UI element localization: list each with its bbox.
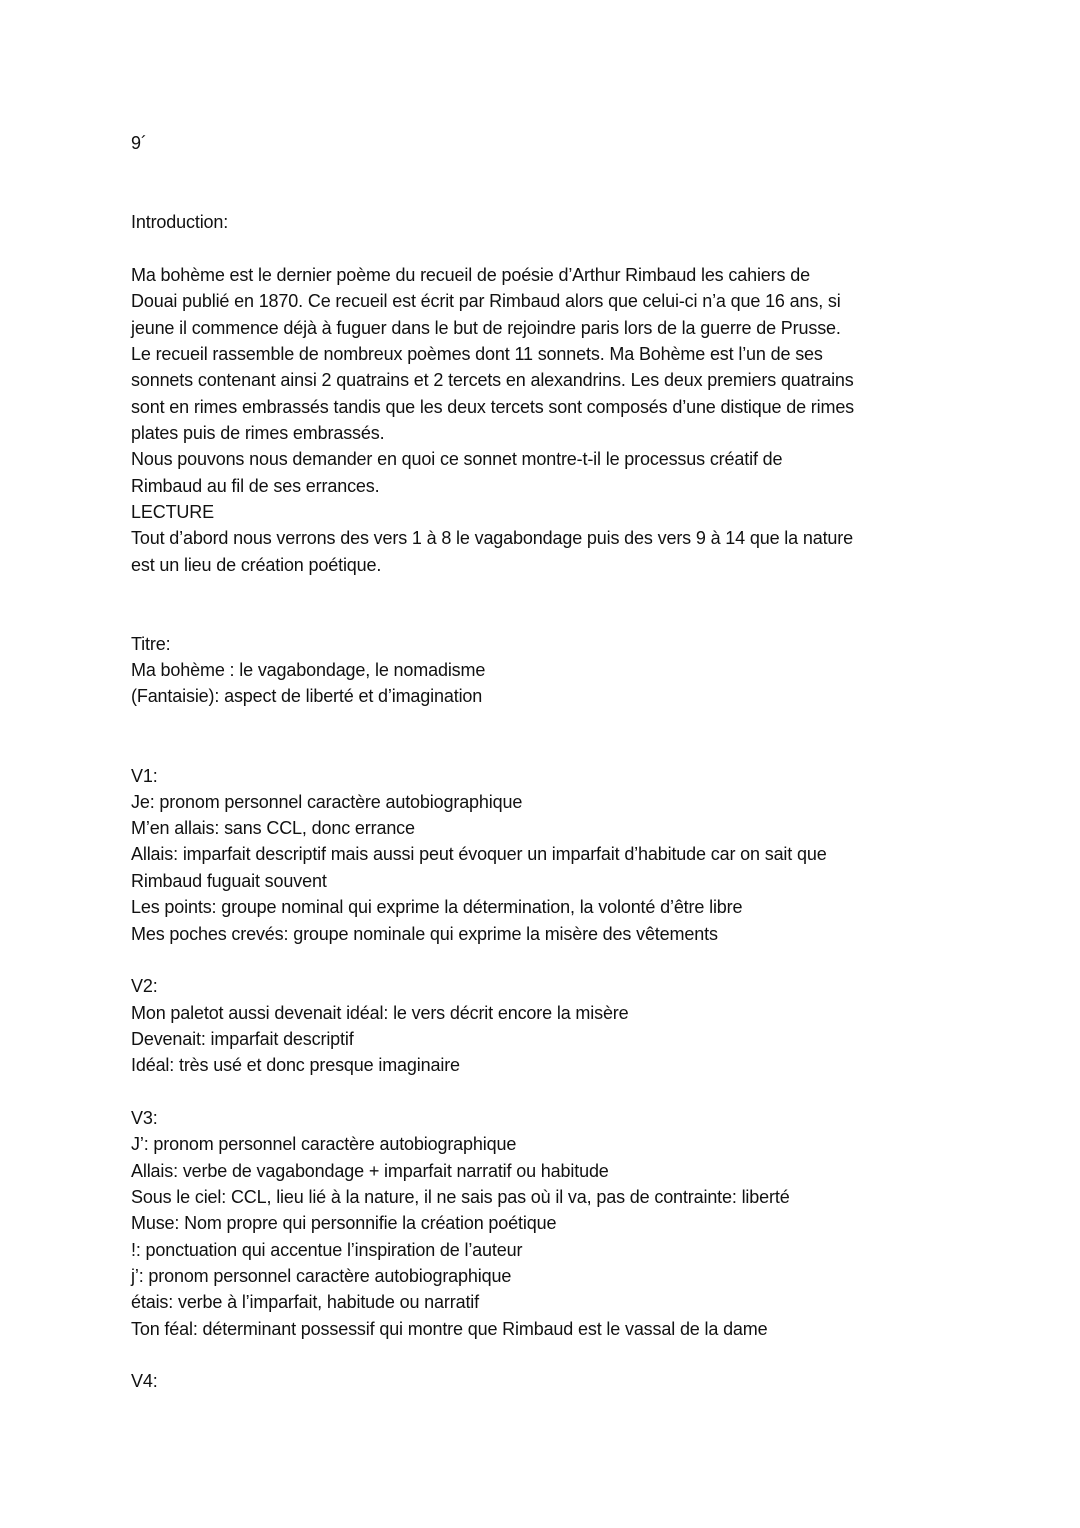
text-line: Mon paletot aussi devenait idéal: le vers décrit encore la misère (131, 1003, 629, 1023)
text-line: Rimbaud fuguait souvent (131, 871, 327, 891)
text-line: étais: verbe à l’imparfait, habitude ou narratif (131, 1292, 479, 1312)
v2-heading: V2: (131, 976, 158, 996)
problematique-line: Nous pouvons nous demander en quoi ce sonnet montre-t-il le processus créatif de (131, 449, 783, 469)
text-line: Ma bohème : le vagabondage, le nomadisme (131, 660, 486, 680)
text-line: Mes poches crevés: groupe nominale qui exprime la misère des vêtements (131, 924, 718, 944)
text-line: (Fantaisie): aspect de liberté et d’imagination (131, 686, 483, 706)
introduction-heading: Introduction: (131, 212, 229, 232)
plan-line: est un lieu de création poétique. (131, 555, 382, 575)
v4-heading: V4: (131, 1371, 158, 1391)
text-line: Muse: Nom propre qui personnifie la création poétique (131, 1213, 557, 1233)
text-line: Ton féal: déterminant possessif qui montre que Rimbaud est le vassal de la dame (131, 1319, 768, 1339)
plan-line: Tout d’abord nous verrons des vers 1 à 8 le vagabondage puis des vers 9 à 14 que la nature (131, 528, 853, 548)
v3-heading: V3: (131, 1108, 158, 1128)
text-line: M’en allais: sans CCL, donc errance (131, 818, 415, 838)
text-line: Sous le ciel: CCL, lieu lié à la nature, il ne sais pas où il va, pas de contrainte: liberté (131, 1187, 790, 1207)
text-line: sonnets contenant ainsi 2 quatrains et 2 tercets en alexandrins. Les deux premiers quatrains (131, 370, 854, 390)
problematique-line: Rimbaud au fil de ses errances. (131, 476, 380, 496)
text-line: jeune il commence déjà à fuguer dans le but de rejoindre paris lors de la guerre de Prusse. (131, 318, 841, 338)
text-line: sont en rimes embrassés tandis que les deux tercets sont composés d’une distique de rimes (131, 397, 855, 417)
text-line: J’: pronom personnel caractère autobiographique (131, 1134, 517, 1154)
text-line: Douai publié en 1870. Ce recueil est écrit par Rimbaud alors que celui-ci n’a que 16 ans, si (131, 291, 841, 311)
text-line: !: ponctuation qui accentue l’inspiration de l’auteur (131, 1240, 523, 1260)
text-line: Devenait: imparfait descriptif (131, 1029, 354, 1049)
text-line: Allais: imparfait descriptif mais aussi peut évoquer un imparfait d’habitude car on sait que (131, 844, 827, 864)
text-line: Allais: verbe de vagabondage + imparfait narratif ou habitude (131, 1161, 609, 1181)
text-line: j’: pronom personnel caractère autobiographique (131, 1266, 512, 1286)
page-marker: 9´ (131, 133, 147, 153)
text-line: Les points: groupe nominal qui exprime la détermination, la volonté d’être libre (131, 897, 743, 917)
text-line: Je: pronom personnel caractère autobiographique (131, 792, 523, 812)
v1-heading: V1: (131, 766, 158, 786)
text-line: Ma bohème est le dernier poème du recueil de poésie d’Arthur Rimbaud les cahiers de (131, 265, 810, 285)
lecture-label: LECTURE (131, 502, 214, 522)
text-line: plates puis de rimes embrassés. (131, 423, 385, 443)
text-line: Le recueil rassemble de nombreux poèmes dont 11 sonnets. Ma Bohème est l’un de ses (131, 344, 823, 364)
text-line: Idéal: très usé et donc presque imaginaire (131, 1055, 460, 1075)
titre-heading: Titre: (131, 634, 171, 654)
